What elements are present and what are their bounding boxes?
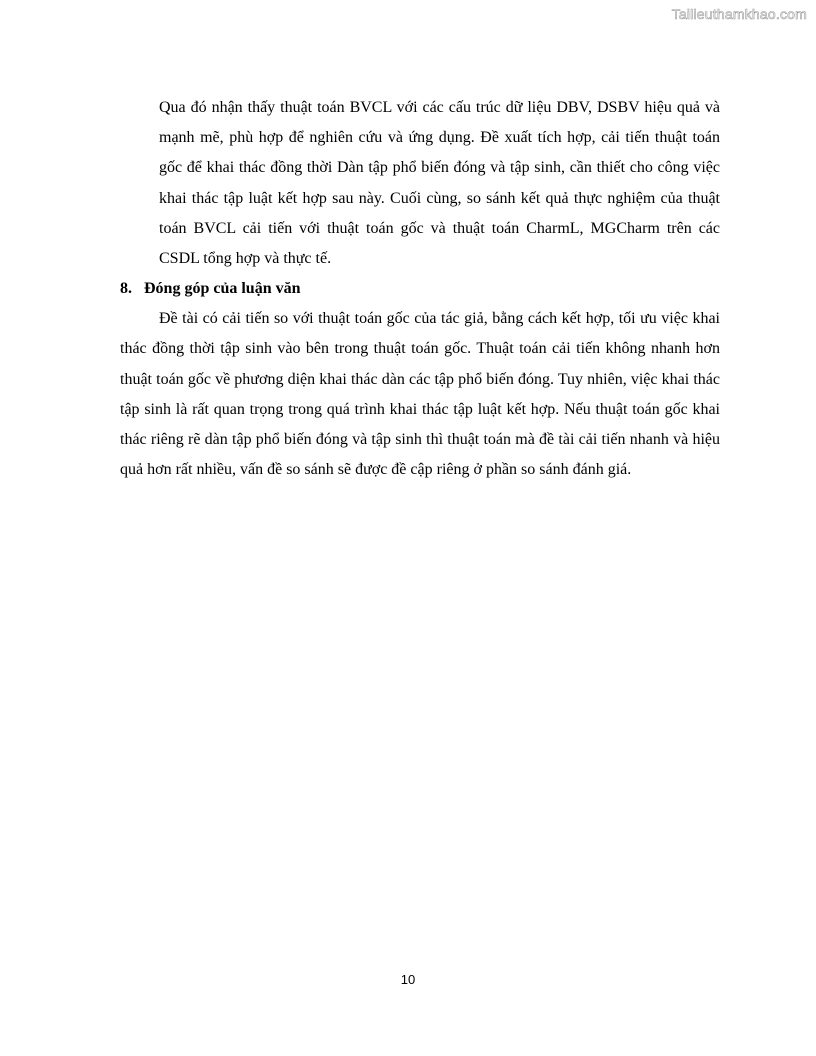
section-number: 8. <box>120 280 132 298</box>
section-heading <box>120 274 720 304</box>
page-number: 10 <box>400 972 416 987</box>
section-title: Đóng góp của luận văn <box>144 280 301 298</box>
paragraph-contribution: Đề tài có cải tiến so với thuật toán gốc của tác giả, bằng cách kết hợp, tối ưu việc khai thác đồng thời tập sinh vào bên trong thuật toán gốc. Thuật toán cải tiến không nhanh hơn thuật toán gốc về phương diện khai thác dàn các tập phổ biến đóng. Tuy nhiên, việc khai thác tập sinh là rất quan trọng trong quá trình khai thác tập luật kết hợp. Nếu thuật toán gốc khai thác riêng rẽ dàn tập phổ biến đóng và tập sinh thì thuật toán mà đề tài cải tiến nhanh và hiệu quả hơn rất nhiều, vấn đề so sánh sẽ được đề cập riêng ở phần so sánh đánh giá. <box>120 310 720 479</box>
watermark-text: Tailieuthamkhao.com <box>671 6 807 22</box>
paragraph-findings: Qua đó nhận thấy thuật toán BVCL với các cấu trúc dữ liệu DBV, DSBV hiệu quả và mạnh mẽ, phù hợp để nghiên cứu và ứng dụng. Đề xuất tích hợp, cải tiến thuật toán gốc để khai thác đồng thời Dàn tập phổ biến đóng và tập sinh, cần thiết cho công việc khai thác tập luật kết hợp sau này. Cuối cùng, so sánh kết quả thực nghiệm của thuật toán BVCL cải tiến với thuật toán gốc và thuật toán CharmL, MGCharm trên các CSDL tổng hợp và thực tế. <box>159 99 720 268</box>
document-body <box>120 93 720 485</box>
